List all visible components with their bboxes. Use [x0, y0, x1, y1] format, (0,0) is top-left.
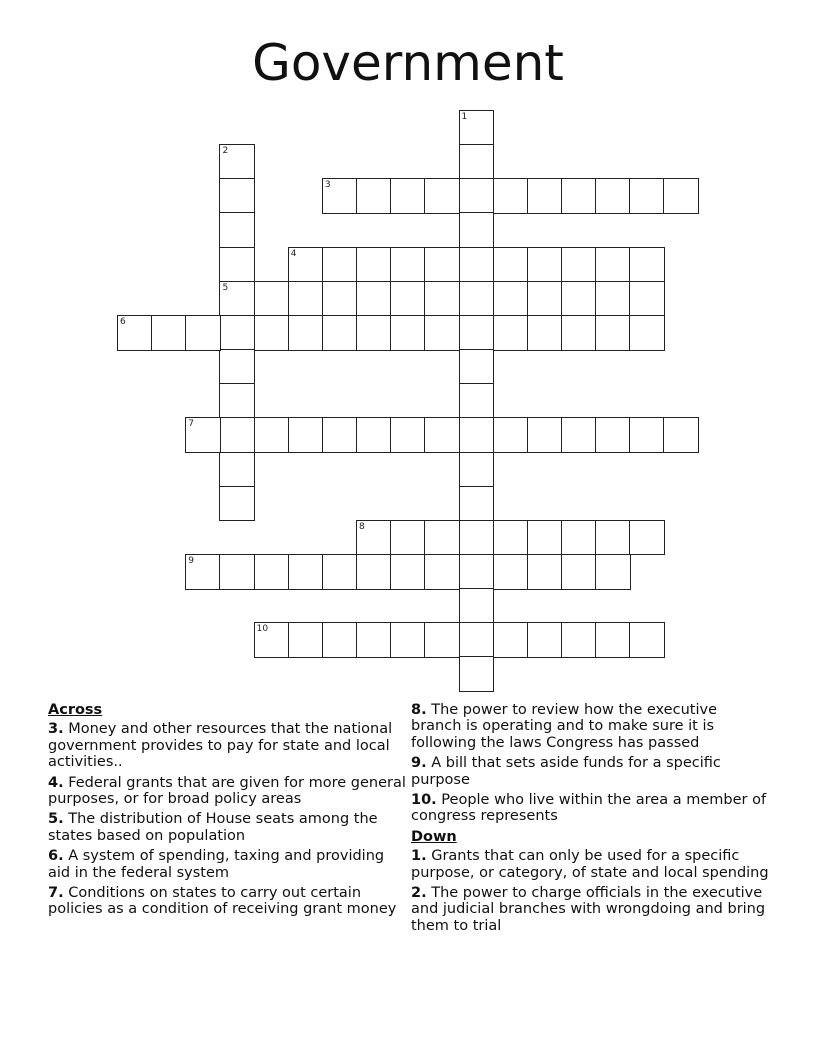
crossword-cell[interactable] [595, 554, 631, 590]
clue-text: A bill that sets aside funds for a specific purpose [411, 755, 721, 788]
crossword-cell[interactable] [219, 281, 255, 317]
clue-across-6 [48, 848, 410, 881]
crossword-cell[interactable] [459, 247, 495, 283]
crossword-cell[interactable] [185, 554, 221, 590]
crossword-cell[interactable] [356, 417, 392, 453]
crossword-cell[interactable] [493, 417, 529, 453]
crossword-cell[interactable] [459, 452, 495, 488]
crossword-cell[interactable] [561, 417, 597, 453]
crossword-cell[interactable] [288, 315, 324, 351]
crossword-cell[interactable] [527, 281, 563, 317]
crossword-cell[interactable] [459, 178, 495, 214]
crossword-cell[interactable] [356, 622, 392, 658]
crossword-cell[interactable] [219, 247, 255, 283]
crossword-cell[interactable] [322, 178, 358, 214]
crossword-cell[interactable] [424, 417, 460, 453]
crossword-cell[interactable] [219, 144, 255, 180]
clue-number: 9. [411, 755, 427, 772]
clue-text: Money and other resources that the national government provides to pay for state and local activities.. [48, 721, 393, 771]
crossword-cell[interactable] [527, 315, 563, 351]
clue-number: 2. [411, 885, 427, 902]
crossword-cell[interactable] [561, 554, 597, 590]
crossword-cell[interactable] [629, 520, 665, 556]
crossword-cell[interactable] [322, 417, 358, 453]
crossword-cell[interactable] [390, 554, 426, 590]
crossword-cell[interactable] [219, 349, 255, 385]
crossword-cell[interactable] [390, 178, 426, 214]
across-heading: Across [48, 702, 103, 718]
crossword-cell[interactable] [561, 247, 597, 283]
clue-number: 10. [411, 792, 437, 809]
crossword-cell[interactable] [527, 178, 563, 214]
crossword-cell[interactable] [424, 622, 460, 658]
crossword-cell[interactable] [527, 554, 563, 590]
crossword-cell[interactable] [288, 247, 324, 283]
cell-number: 6 [120, 316, 126, 327]
cell-number: 3 [324, 180, 331, 191]
crossword-cell[interactable] [424, 315, 460, 351]
clue-text: Conditions on states to carry out certain policies as a condition of receiving grant money [48, 885, 397, 918]
crossword-cell[interactable] [219, 554, 255, 590]
crossword-cell[interactable] [595, 315, 631, 351]
crossword-cell[interactable] [322, 281, 358, 317]
crossword-cell[interactable] [561, 315, 597, 351]
crossword-cell[interactable] [424, 281, 460, 317]
crossword-cell[interactable] [459, 315, 495, 351]
crossword-cell[interactable] [322, 554, 358, 590]
crossword-cell[interactable] [219, 383, 255, 419]
crossword-cell[interactable] [561, 520, 597, 556]
cell-number: 4 [290, 248, 297, 259]
crossword-cell[interactable] [356, 178, 392, 214]
cell-number: 9 [188, 555, 195, 566]
crossword-cell[interactable] [493, 281, 529, 317]
crossword-cell[interactable] [288, 281, 324, 317]
clue-number: 7. [48, 885, 64, 902]
clue-across-4 [48, 775, 410, 808]
crossword-cell[interactable] [595, 622, 631, 658]
crossword-cell[interactable] [219, 212, 255, 248]
crossword-cell[interactable] [459, 588, 495, 624]
crossword-cell[interactable] [493, 178, 529, 214]
clue-text: The distribution of House seats among the states based on population [48, 811, 378, 844]
crossword-cell[interactable] [527, 247, 563, 283]
crossword-cell[interactable] [663, 178, 699, 214]
crossword-cell[interactable] [459, 622, 495, 658]
clue-text: People who live within the area a member of congress represents [411, 792, 767, 825]
crossword-cell[interactable] [117, 315, 153, 351]
crossword-cell[interactable] [629, 417, 665, 453]
crossword-cell[interactable] [493, 315, 529, 351]
crossword-cell[interactable] [459, 144, 495, 180]
crossword-cell[interactable] [185, 315, 221, 351]
crossword-cell[interactable] [185, 417, 221, 453]
crossword-cell[interactable] [459, 281, 495, 317]
crossword-cell[interactable] [356, 554, 392, 590]
puzzle-title: Government [252, 34, 564, 92]
crossword-cell[interactable] [424, 178, 460, 214]
clue-across-9 [411, 755, 771, 788]
crossword-cell[interactable] [459, 554, 495, 590]
crossword-cell[interactable] [561, 281, 597, 317]
clue-number: 3. [48, 721, 64, 738]
clues-column-left [48, 702, 410, 922]
crossword-cell[interactable] [629, 281, 665, 317]
crossword-cell[interactable] [322, 622, 358, 658]
crossword-cell[interactable] [424, 247, 460, 283]
crossword-cell[interactable] [254, 281, 290, 317]
clue-across-5 [48, 811, 410, 844]
clue-number: 4. [48, 774, 64, 791]
crossword-cell[interactable] [493, 247, 529, 283]
crossword-cell[interactable] [424, 520, 460, 556]
clue-text: A system of spending, taxing and providing aid in the federal system [48, 848, 385, 881]
clue-number: 8. [411, 702, 427, 718]
clue-text: Federal grants that are given for more general purposes, or for broad policy areas [48, 774, 406, 808]
down-heading: Down [411, 828, 457, 845]
clue-across-7 [48, 885, 410, 918]
crossword-cell[interactable] [356, 315, 392, 351]
clue-down-2 [411, 885, 771, 934]
crossword-cell[interactable] [629, 247, 665, 283]
crossword-cell[interactable] [390, 417, 426, 453]
crossword-cell[interactable] [595, 417, 631, 453]
crossword-cell[interactable] [356, 520, 392, 556]
crossword-cell[interactable] [527, 520, 563, 556]
crossword-cell[interactable] [561, 178, 597, 214]
crossword-cell[interactable] [459, 486, 495, 522]
clues-column-right [411, 702, 771, 938]
clue-across-10 [411, 792, 771, 825]
crossword-cell[interactable] [254, 315, 290, 351]
crossword-cell[interactable] [663, 417, 699, 453]
crossword-cell[interactable] [629, 315, 665, 351]
crossword-cell[interactable] [629, 178, 665, 214]
crossword-cell[interactable] [629, 622, 665, 658]
crossword-cell[interactable] [322, 315, 358, 351]
cell-number: 5 [222, 282, 229, 293]
clue-number: 6. [48, 848, 64, 865]
clue-text: Grants that can only be used for a specific purpose, or category, of state and local spending [411, 848, 769, 881]
crossword-cell[interactable] [288, 417, 324, 453]
cell-number: 1 [461, 112, 468, 122]
crossword-cell[interactable] [390, 281, 426, 317]
cell-number: 7 [188, 419, 195, 430]
crossword-cell[interactable] [527, 622, 563, 658]
crossword-cell[interactable] [356, 247, 392, 283]
crossword-cell[interactable] [493, 554, 529, 590]
clue-text: The power to review how the executive branch is operating and to make sure it is following the laws Congress has passed [411, 702, 717, 751]
clue-number: 1. [411, 848, 427, 865]
crossword-cell[interactable] [561, 622, 597, 658]
crossword-cell[interactable] [219, 452, 255, 488]
crossword-cell[interactable] [390, 622, 426, 658]
crossword-cell[interactable] [459, 110, 495, 146]
clue-across-8 [411, 702, 771, 751]
crossword-cell[interactable] [493, 520, 529, 556]
crossword-cell[interactable] [595, 520, 631, 556]
crossword-cell[interactable] [254, 417, 290, 453]
cell-number: 10 [256, 624, 269, 635]
crossword-cell[interactable] [288, 554, 324, 590]
crossword-cell[interactable] [424, 554, 460, 590]
crossword-cell[interactable] [219, 417, 255, 453]
crossword-cell[interactable] [390, 315, 426, 351]
crossword-cell[interactable] [219, 486, 255, 522]
clue-text: The power to charge officials in the executive and judicial branches with wrongdoing and bring them to trial [411, 885, 766, 934]
crossword-cell[interactable] [459, 349, 495, 385]
clue-down-1 [411, 848, 771, 881]
clue-across-3 [48, 721, 410, 770]
crossword-cell[interactable] [459, 656, 495, 692]
crossword-cell[interactable] [254, 622, 290, 658]
crossword-cell[interactable] [254, 554, 290, 590]
crossword-cell[interactable] [288, 622, 324, 658]
crossword-cell[interactable] [595, 281, 631, 317]
crossword-cell[interactable] [219, 315, 255, 351]
crossword-cell[interactable] [527, 417, 563, 453]
crossword-cell[interactable] [459, 212, 495, 248]
crossword-cell[interactable] [322, 247, 358, 283]
crossword-cell[interactable] [459, 520, 495, 556]
crossword-cell[interactable] [151, 315, 187, 351]
crossword-cell[interactable] [595, 178, 631, 214]
crossword-cell[interactable] [219, 178, 255, 214]
crossword-cell[interactable] [595, 247, 631, 283]
crossword-cell[interactable] [459, 417, 495, 453]
crossword-cell[interactable] [356, 281, 392, 317]
crossword-cell[interactable] [390, 520, 426, 556]
cell-number: 2 [222, 146, 229, 157]
crossword-cell[interactable] [390, 247, 426, 283]
crossword-cell[interactable] [459, 383, 495, 419]
crossword-cell[interactable] [493, 622, 529, 658]
clue-number: 5. [48, 811, 64, 828]
cell-number: 8 [359, 521, 365, 532]
